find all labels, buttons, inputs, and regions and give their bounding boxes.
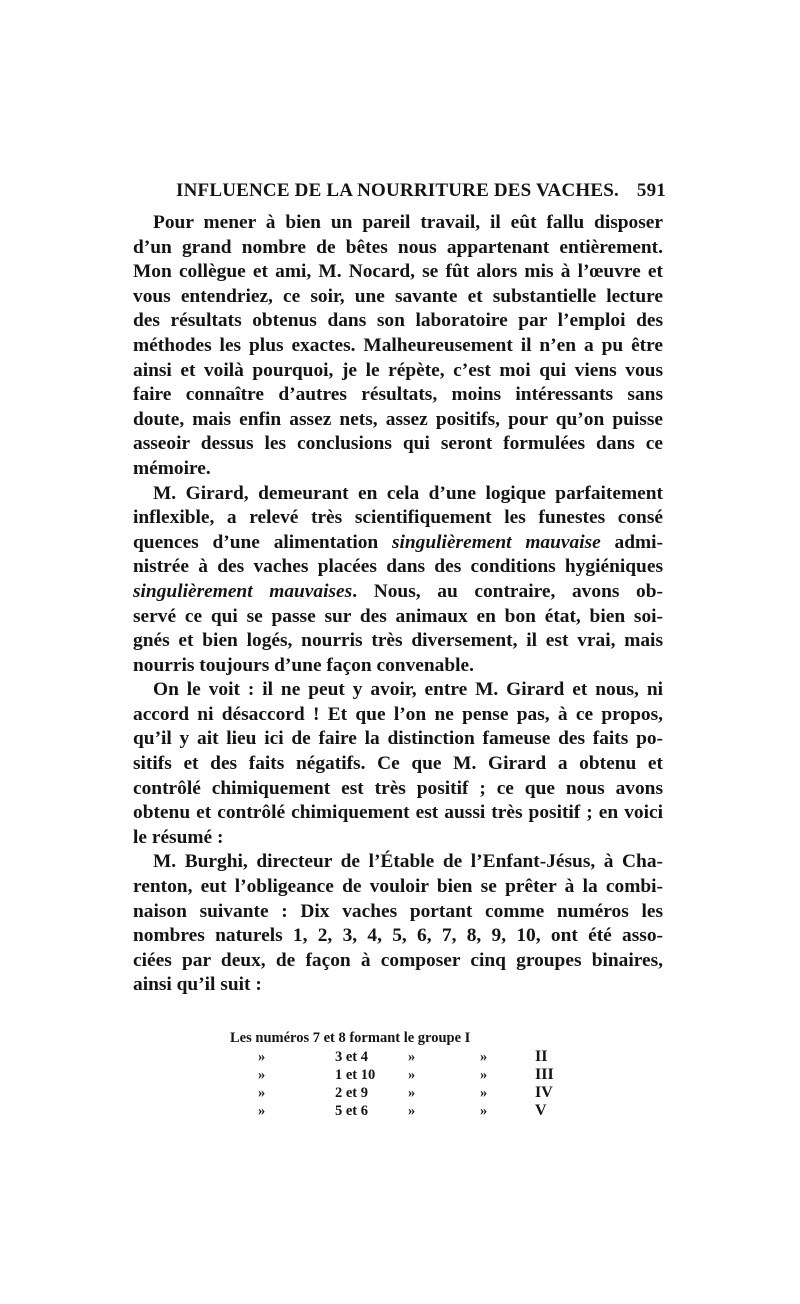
text-line: M. Burghi, directeur de l’Étable de l’Enfant-Jésus, à Cha- — [153, 851, 663, 873]
ditto-mark: » — [408, 1049, 416, 1065]
italic-emphasis: singulièrement mauvaises — [133, 580, 353, 602]
text-line: ciées par deux, de façon à composer cinq groupes binaires, — [133, 949, 663, 971]
text-line: M. Girard, demeurant en cela d’une logique parfaitement — [153, 482, 663, 504]
text-line: nourris toujours d’une façon convenable. — [133, 654, 474, 676]
ditto-mark: » — [408, 1067, 416, 1083]
text-line: mémoire. — [133, 457, 211, 479]
text-line: servé ce qui se passe sur des animaux en bon état, bien soi- — [133, 605, 663, 627]
text-line: vous entendriez, ce soir, une savante et substantielle lecture — [133, 285, 663, 307]
table-row — [230, 1066, 560, 1084]
text-line: obtenu et contrôlé chimiquement est aussi très positif ; en voici — [133, 802, 663, 824]
text-line: ainsi et voilà pourquoi, je le répète, c’est moi qui viens vous — [133, 359, 663, 381]
table-row — [230, 1084, 560, 1102]
group-table — [230, 1028, 560, 1120]
text-line: nombres naturels 1, 2, 3, 4, 5, 6, 7, 8, 9, 10, ont été asso- — [133, 925, 663, 947]
ditto-mark: » — [480, 1067, 488, 1083]
text-line: naison suivante : Dix vaches portant comme numéros les — [133, 900, 663, 922]
ditto-mark: » — [258, 1049, 266, 1065]
text-line: doute, mais enfin assez nets, assez positifs, pour qu’on puisse — [133, 408, 663, 430]
text-line: qu’il y ait lieu ici de faire la distinction fameuse des faits po- — [133, 728, 663, 750]
text-line: ainsi qu’il suit : — [133, 974, 262, 996]
ditto-mark: » — [408, 1085, 416, 1101]
text-run: admi- — [600, 531, 663, 553]
text-line: asseoir dessus les conclusions qui seront formulées dans ce — [133, 433, 663, 455]
text-line: On le voit : il ne peut y avoir, entre M. Girard et nous, ni — [153, 679, 663, 701]
group-number: II — [535, 1048, 548, 1065]
ditto-mark: » — [258, 1067, 266, 1083]
italic-emphasis: singulièrement mauvaise — [391, 531, 601, 553]
ditto-mark: » — [408, 1103, 416, 1119]
table-row — [230, 1048, 560, 1066]
body-text — [133, 211, 663, 998]
text-line: Pour mener à bien un pareil travail, il eût fallu disposer — [153, 212, 663, 233]
text-line: nistrée à des vaches placées dans des conditions hygiéniques — [133, 556, 663, 578]
ditto-mark: » — [258, 1085, 266, 1101]
text-line — [133, 580, 663, 605]
ditto-mark: » — [480, 1103, 488, 1119]
text-line: Mon collègue et ami, M. Nocard, se fût alors mis à l’œuvre et — [133, 261, 663, 283]
text-line: d’un grand nombre de bêtes nous appartenant entièrement. — [133, 236, 663, 258]
text-line: sitifs et des faits négatifs. Ce que M. Girard a obtenu et — [133, 753, 663, 775]
text-line: le résumé : — [133, 826, 224, 848]
group-number: V — [535, 1102, 547, 1119]
text-run: . Nous, au contraire, avons ob- — [352, 580, 663, 602]
cow-pair: 3 et 4 — [335, 1049, 369, 1065]
cow-pair: 1 et 10 — [335, 1067, 376, 1083]
text-line: faire connaître d’autres résultats, moins intéressants sans — [133, 384, 663, 406]
cow-pair: 2 et 9 — [335, 1085, 369, 1101]
text-line: méthodes les plus exactes. Malheureusement il n’en a pu être — [133, 334, 663, 356]
table-row — [230, 1102, 560, 1120]
page-number: 591 — [636, 180, 666, 201]
group-number: IV — [535, 1084, 553, 1101]
running-title: INFLUENCE DE LA NOURRITURE DES VACHES. — [176, 180, 619, 201]
text-line: contrôlé chimiquement est très positif ; ce que nous avons — [133, 777, 663, 799]
cow-pair: 5 et 6 — [335, 1103, 369, 1119]
text-line: des résultats obtenus dans son laboratoire par l’emploi des — [133, 310, 663, 332]
text-run: quences d’une alimentation — [133, 531, 392, 553]
ditto-mark: » — [258, 1103, 266, 1119]
text-line: renton, eut l’obligeance de vouloir bien se prêter à la combi- — [133, 876, 663, 898]
table-caption: Les numéros 7 et 8 formant le groupe I — [230, 1030, 471, 1046]
text-line: inflexible, a relevé très scientifiquement les funestes consé — [133, 507, 663, 529]
text-line: gnés et bien logés, nourris très diversement, il est vrai, mais — [133, 630, 663, 652]
running-header — [176, 180, 666, 206]
ditto-mark: » — [480, 1049, 488, 1065]
text-line — [133, 531, 663, 556]
text-line: accord ni désaccord ! Et que l’on ne pense pas, à ce propos, — [133, 703, 663, 725]
group-number: III — [535, 1066, 554, 1083]
ditto-mark: » — [480, 1085, 488, 1101]
